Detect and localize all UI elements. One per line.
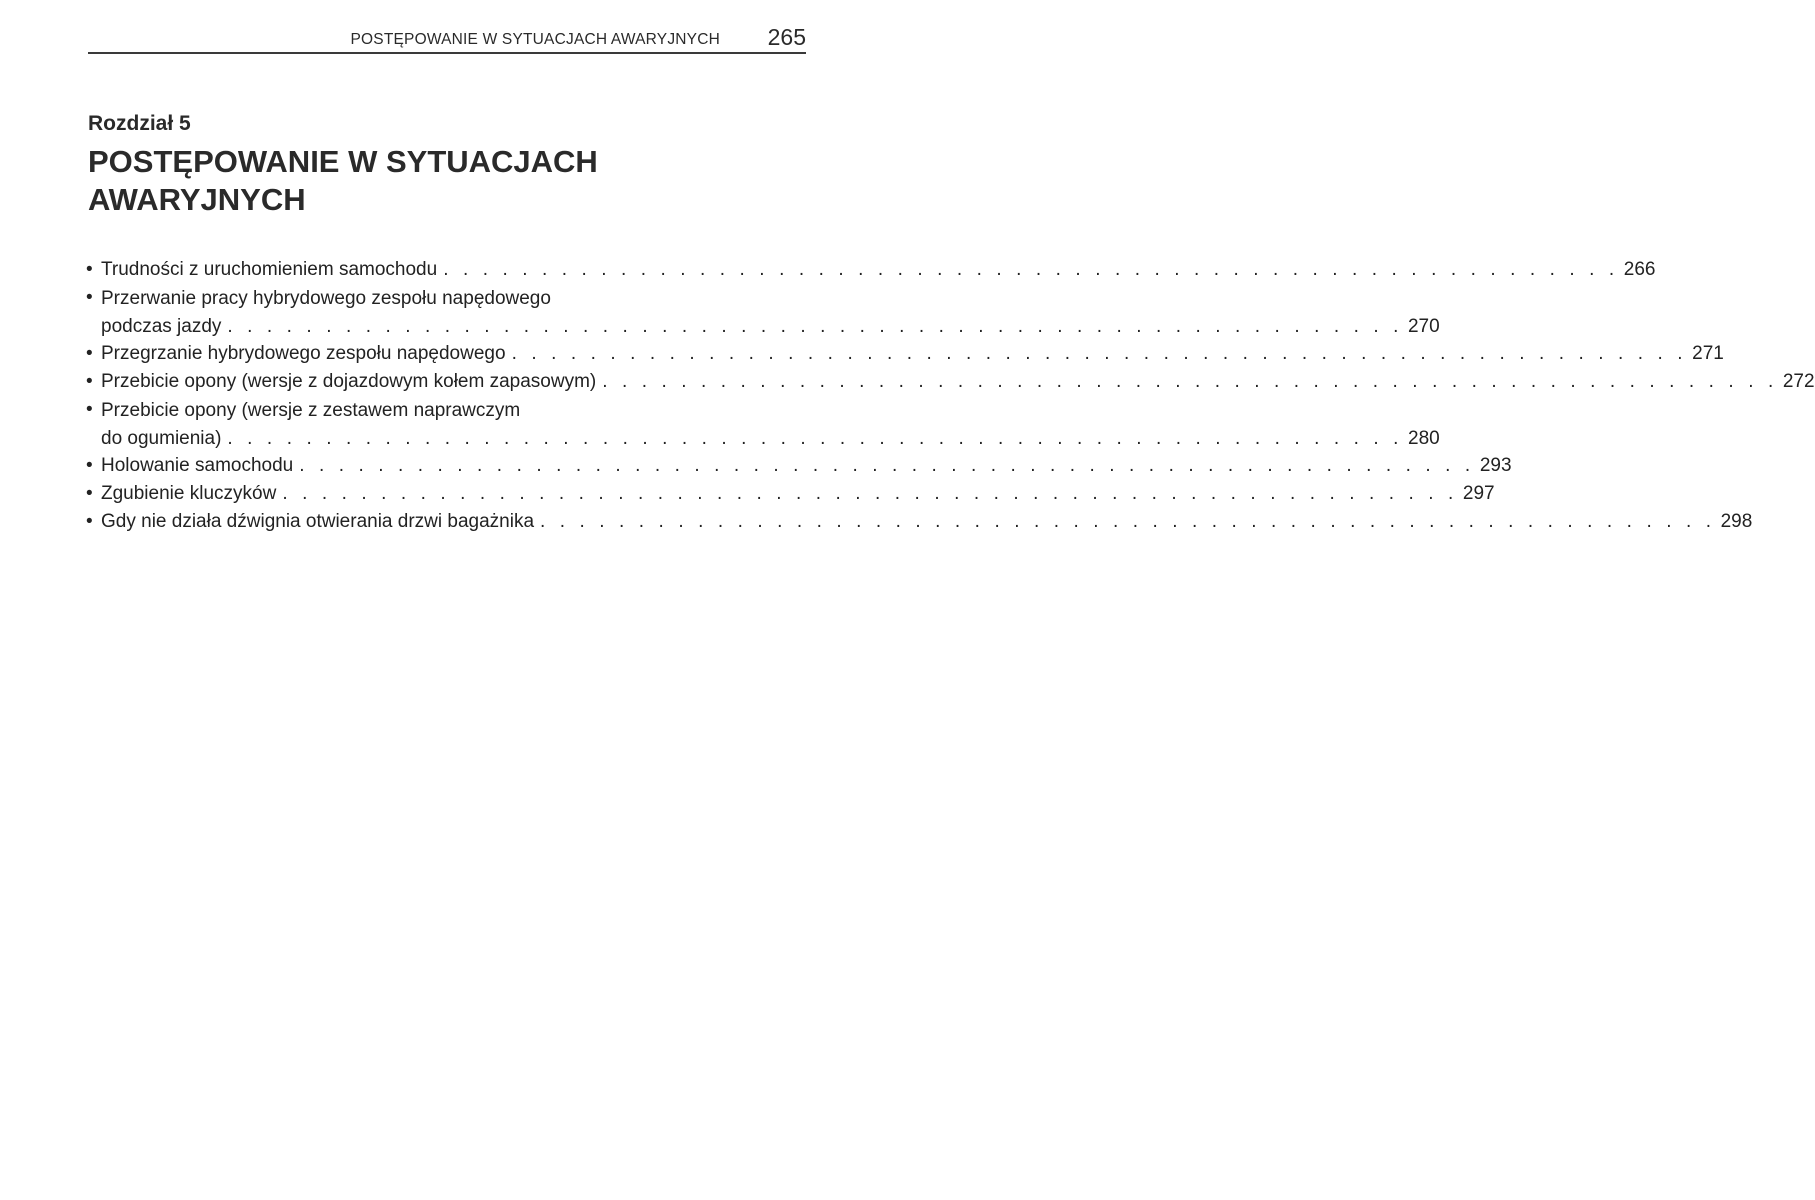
toc-entry[interactable] (86, 284, 1440, 340)
dot-leader: . . . . . . . . . . . . . . . . . . . . . . . . . . . . . . . . . . . . . . . . . . . . . . . . . . . . . . . . . . . . (227, 428, 1403, 449)
toc-entry-title: Gdy nie działa dźwignia otwierania drzwi bagażnika (101, 511, 535, 532)
bullet: • (86, 511, 93, 532)
chapter-label: Rozdział 5 (88, 112, 191, 135)
dot-leader: . . . . . . . . . . . . . . . . . . . . . . . . . . . . . . . . . . . . . . . . . . . . . . . . . . . . . . . . . . . . (282, 483, 1458, 504)
toc-entry-title: Przegrzanie hybrydowego zespołu napędowego (101, 343, 506, 364)
dot-leader: . . . . . . . . . . . . . . . . . . . . . . . . . . . . . . . . . . . . . . . . . . . . . . . . . . . . . . . . . . . . (540, 511, 1716, 532)
toc-page-number: 298 (1720, 511, 1753, 532)
toc-entry-title: Zgubienie kluczyków (101, 483, 277, 504)
running-header (88, 24, 806, 54)
toc-entry[interactable] (86, 396, 1440, 452)
dot-leader: . . . . . . . . . . . . . . . . . . . . . . . . . . . . . . . . . . . . . . . . . . . . . . . . . . . . . . . . . . . . (299, 455, 1475, 476)
bullet: • (86, 483, 93, 504)
bullet: • (86, 371, 93, 392)
toc-entry-title: Holowanie samochodu (101, 455, 294, 476)
toc-page-number: 266 (1623, 259, 1656, 280)
bullet: • (86, 287, 93, 308)
dot-leader: . . . . . . . . . . . . . . . . . . . . . . . . . . . . . . . . . . . . . . . . . . . . . . . . . . . . . . . . . . . . (602, 371, 1778, 392)
dot-leader: . . . . . . . . . . . . . . . . . . . . . . . . . . . . . . . . . . . . . . . . . . . . . . . . . . . . . . . . . . . . (511, 343, 1688, 364)
bullet: • (86, 343, 93, 364)
bullet: • (86, 455, 93, 476)
toc-entry-title: Przebicie opony (wersje z dojazdowym kołem zapasowym) (101, 371, 597, 392)
toc-entry-title: do ogumienia) (101, 428, 222, 449)
bullet: • (86, 399, 93, 420)
toc-entry-title-line1: Przerwanie pracy hybrydowego zespołu napędowego (101, 288, 551, 309)
chapter-title: POSTĘPOWANIE W SYTUACJACH AWARYJNYCH (88, 144, 598, 217)
toc-page-number: 271 (1692, 343, 1724, 364)
toc-page-number: 293 (1479, 455, 1512, 476)
running-title: POSTĘPOWANIE W SYTUACJACH AWARYJNYCH (350, 31, 720, 48)
toc-entry[interactable] (86, 480, 1495, 507)
page-number: 265 (767, 24, 806, 50)
toc-entry[interactable] (86, 368, 1815, 395)
toc-entry[interactable] (86, 508, 1753, 535)
toc-entry-title: podczas jazdy (101, 316, 222, 337)
toc-page-number: 280 (1408, 428, 1440, 449)
toc-entry[interactable] (86, 340, 1724, 367)
dot-leader: . . . . . . . . . . . . . . . . . . . . . . . . . . . . . . . . . . . . . . . . . . . . . . . . . . . . . . . . . . . . (443, 259, 1619, 280)
toc-entry-title: Trudności z uruchomieniem samochodu (101, 259, 438, 280)
dot-leader: . . . . . . . . . . . . . . . . . . . . . . . . . . . . . . . . . . . . . . . . . . . . . . . . . . . . . . . . . . . . (227, 316, 1403, 337)
toc-entry-title-line1: Przebicie opony (wersje z zestawem naprawczym (101, 400, 521, 421)
toc-entry[interactable] (86, 256, 1656, 283)
toc-page-number: 272 (1782, 371, 1815, 392)
toc-page-number: 270 (1407, 316, 1440, 337)
toc-entry[interactable] (86, 452, 1512, 479)
table-of-contents (86, 256, 1815, 536)
bullet: • (86, 259, 93, 280)
toc-page-number: 297 (1462, 483, 1495, 504)
